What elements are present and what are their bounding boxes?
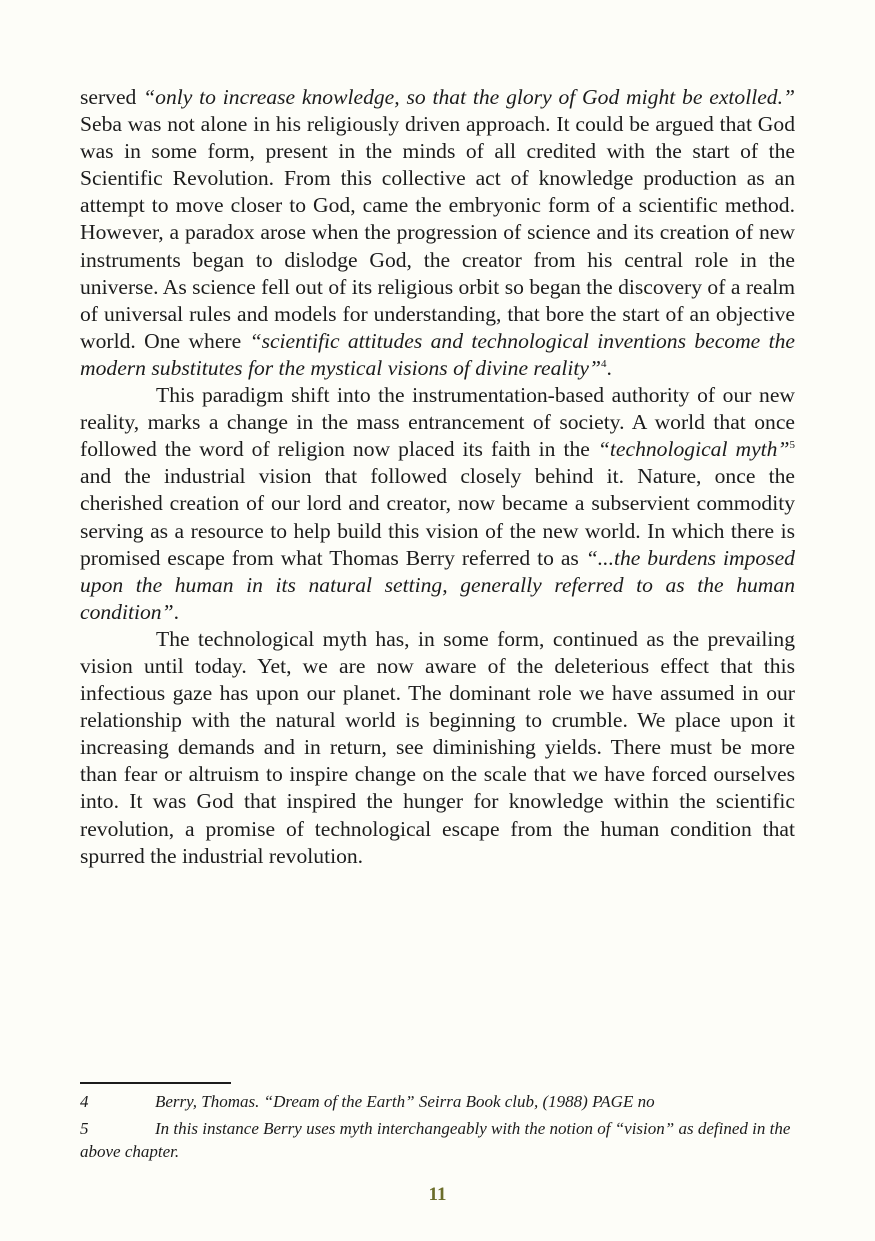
quotation: “technological myth”: [597, 437, 790, 462]
page-number: 11: [428, 1184, 447, 1205]
paragraph: [80, 84, 795, 382]
quotation: “only to increase knowledge, so that the glory of God might be extolled.”: [143, 85, 795, 109]
quotation: “scientific attitudes and technological inventions become the modern substitutes for the mystical visions of divine reality”: [80, 328, 795, 380]
paragraph-text: and the industrial vision that followed closely behind it. Nature, once the cherished creation of our lord and creator, now became a subservient commodity serving as a resource to help build this vision of the new world. In which there is promised escape from what Thomas Berry referred to as: [80, 464, 795, 570]
paragraph-text: This paradigm shift into the instrumentation-based authority of our new reality, marks a change in the mass entrancement of society. A world that once followed the word of religion now placed its faith in the: [80, 383, 795, 462]
paragraph: [80, 626, 795, 870]
body-text: [80, 84, 795, 870]
footnote-number: 5: [80, 1119, 89, 1138]
paragraph-text: .: [173, 599, 179, 624]
footnotes: [80, 1090, 795, 1167]
paragraph-text: .: [606, 355, 612, 380]
footnote-text: Berry, Thomas. “Dream of the Earth” Seirra Book club, (1988) PAGE no: [155, 1092, 655, 1111]
footnote-reference[interactable]: 4: [601, 357, 607, 370]
paragraph-text: The technological myth has, in some form, continued as the prevailing vision until today. Yet, we are now aware of the deleterious effect that this infectious gaze has upon our planet. The dominant role we have assumed in our relationship with the natural world is beginning to crumble. We place upon it increasing demands and in return, see diminishing yields. There must be more than fear or altruism to inspire change on the scale that we have forced ourselves into. It was God that inspired the hunger for knowledge within the scientific revolution, a promise of technological escape from the human condition that spurred the industrial revolution.: [80, 626, 795, 868]
paragraph-text: served: [80, 85, 144, 109]
footnote-number: 4: [80, 1092, 89, 1111]
footnote-reference[interactable]: 5: [789, 439, 795, 452]
footnote: [80, 1090, 795, 1113]
paragraph-text: Seba was not alone in his religiously driven approach. It could be argued that God was in some form, present in the minds of all credited with the start of the Scientific Revolution. From this collective act of knowledge production as an attempt to move closer to God, came the embryonic form of a scientific method. However, a paradox arose when the progression of science and its creation of new instruments began to dislodge God, the creator from his central role in the universe. As science fell out of its religious orbit so began the discovery of a realm of universal rules and models for understanding, that bore the start of an objective world. One where: [80, 112, 795, 353]
footnote: [80, 1117, 795, 1163]
quotation: “...the burdens imposed upon the human in its natural setting, generally referred to as the human condition”: [80, 545, 795, 624]
paragraph: [80, 382, 795, 626]
footnote-text: In this instance Berry uses myth interchangeably with the notion of “vision” as defined in the above chapter.: [80, 1119, 791, 1161]
footnote-divider: [80, 1082, 231, 1084]
